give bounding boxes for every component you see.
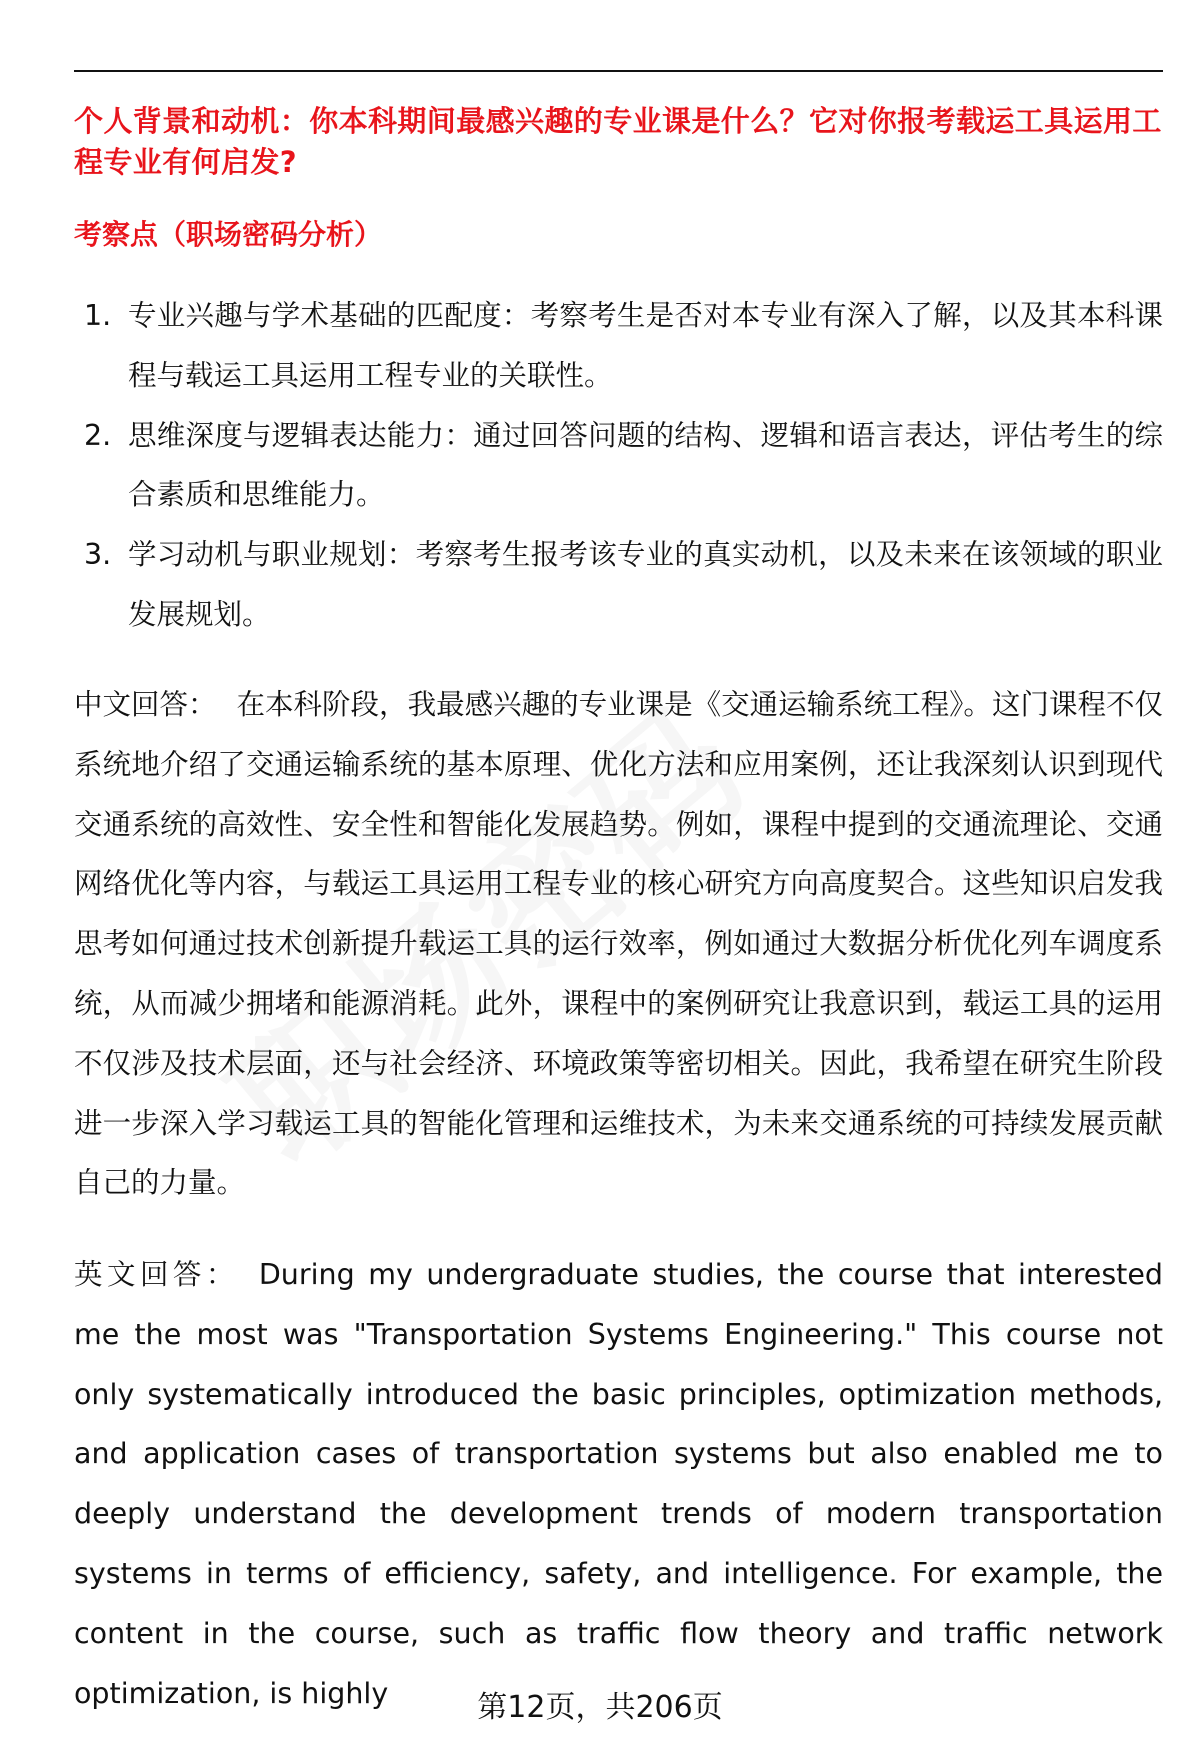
list-item: [74, 286, 1163, 406]
list-text: 思维深度与逻辑表达能力：通过回答问题的结构、逻辑和语言表达，评估考生的综合素质和思维能力。: [128, 418, 1163, 512]
header-divider: [74, 70, 1163, 72]
english-answer-label: 英文回答：: [74, 1258, 239, 1291]
list-number: 3.: [84, 538, 112, 572]
list-item: [74, 406, 1163, 526]
list-text: 专业兴趣与学术基础的匹配度：考察考生是否对本专业有深入了解，以及其本科课程与载运工具运用工程专业的关联性。: [128, 299, 1163, 392]
english-answer-text: During my undergraduate studies, the course that interested me the most was "Transportation Systems Engineering." This course not only systematically introduced the basic principles, optimization methods, and application cases of transportation systems but also enabled me to deeply understand the development trends of modern transportation systems in terms of efficiency, safety, and intelligence. For example, the content in the course, such as traffic flow theory and traffic network optimization, is highly: [74, 1258, 1163, 1710]
english-answer: [74, 1245, 1163, 1723]
page-number: 第12页，共206页: [477, 1690, 723, 1725]
list-item: [74, 525, 1163, 645]
list-number: 1.: [84, 299, 112, 332]
question-title: 个人背景和动机：你本科期间最感兴趣的专业课是什么？它对你报考载运工具运用工程专业有何启发?: [74, 104, 1162, 179]
assessment-points-list: [74, 286, 1163, 645]
chinese-answer-label: 中文回答：: [74, 688, 217, 721]
list-text: 学习动机与职业规划：考察考生报考该专业的真实动机，以及未来在该领域的职业发展规划。: [128, 538, 1163, 631]
list-number: 2.: [84, 418, 112, 452]
section-title: 考察点（职场密码分析）: [74, 218, 383, 251]
chinese-answer: [74, 675, 1163, 1213]
chinese-answer-text: 在本科阶段，我最感兴趣的专业课是《交通运输系统工程》。这门课程不仅系统地介绍了交通运输系统的基本原理、优化方法和应用案例，还让我深刻认识到现代交通系统的高效性、安全性和智能化发展趋势。例如，课程中提到的交通流理论、交通网络优化等内容，与载运工具运用工程专业的核心研究方向高度契合。这些知识启发我思考如何通过技术创新提升载运工具的运行效率，例如通过大数据分析优化列车调度系统，从而减少拥堵和能源消耗。此外，课程中的案例研究让我意识到，载运工具的运用不仅涉及技术层面，还与社会经济、环境政策等密切相关。因此，我希望在研究生阶段进一步深入学习载运工具的智能化管理和运维技术，为未来交通系统的可持续发展贡献自己的力量。: [74, 688, 1163, 1200]
